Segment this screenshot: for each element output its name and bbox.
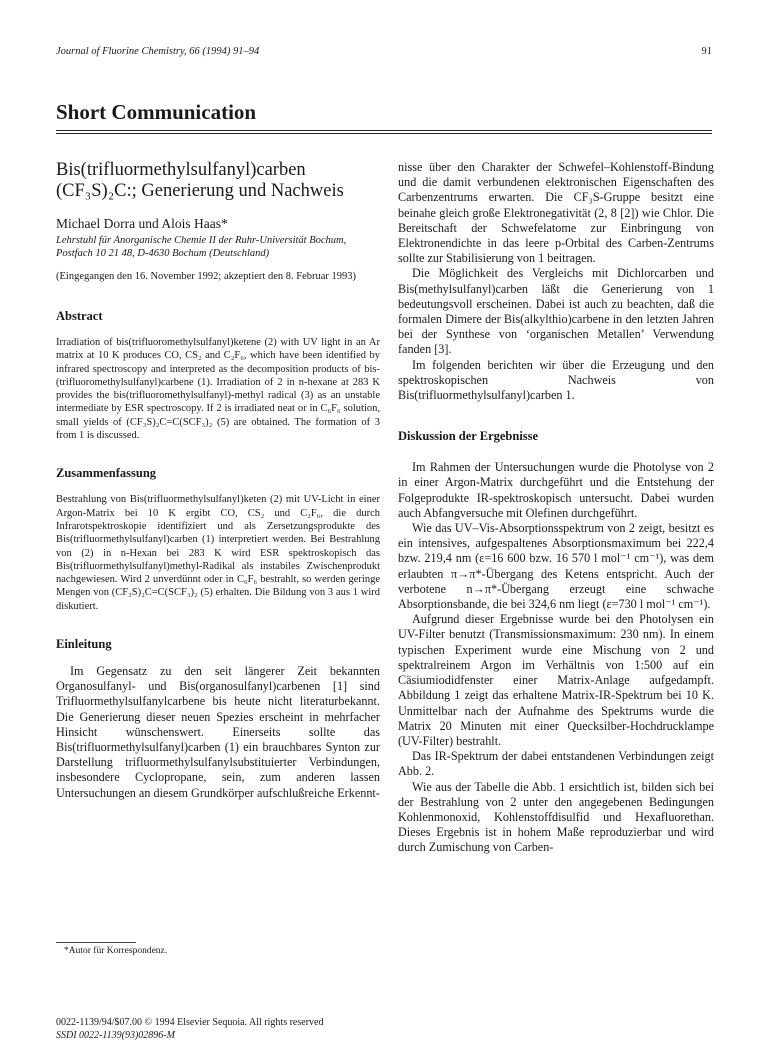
journal-citation: Journal of Fluorine Chemistry, 66 (1994) 91–94 — [56, 46, 260, 57]
article-title-line1: Bis(trifluormethylsulfanyl)carben — [56, 160, 306, 180]
zusammenfassung-text: Bestrahlung von Bis(trifluormethylsulfanyl)keten (2) mit UV-Licht in einer Argon-Matrix bei 10 K ergibt CO, CS₂ und C₂F₆, die durch Infrarotspektroskopie identifiziert und als Zersetzungsprodukte des Bis(trifluormethylsulfanyl)carben (1) interpretiert werden. Bei Bestrahlung von (2) in n-Hexan bei 283 K wird ESR spektroskopisch das Bis(trifluormethylsulfanyl)methyl-Radikal als instabiles Zwischenprodukt nachgewiesen. Wird 2 unverdünnt oder in C₆F₆ bestrahlt, so werden geringe Mengen von (CF₃S)₂C=C(SCF₃)₂ (5) erhalten. Die Bildung von 3 aus 1 wird diskutiert. — [56, 494, 380, 612]
einleitung-heading: Einleitung — [56, 637, 112, 652]
right-column — [398, 160, 714, 856]
page-number: 91 — [701, 46, 712, 57]
zusammenfassung-heading: Zusammenfassung — [56, 466, 157, 481]
article-title — [56, 160, 380, 202]
paragraph: Im Rahmen der Untersuchungen wurde die Photolyse von 2 in einer Argon-Matrix durchgeführt und die Entstehung der Folgeprodukte IR-spektroskopisch untersucht. Dabei wurden auch Abfangversuche mit Olefinen durchgeführt. — [398, 460, 714, 520]
paragraph: Das IR-Spektrum der dabei entstandenen Verbindungen zeigt Abb. 2. — [398, 749, 714, 779]
diskussion-heading: Diskussion der Ergebnisse — [398, 429, 539, 444]
paragraph: Aufgrund dieser Ergebnisse wurde bei den Photolysen ein UV-Filter benutzt (Transmissionsmaximum: 230 nm). In einem typischen Experiment wurde eine Mischung von 2 und spektralreinem Argon im Verhältnis von 1:500 auf ein Cäsiumiodidfenster einer Matrix-Anlage aufgedampft. Abbildung 1 zeigt das erhaltene Matrix-IR-Spektrum bei 10 K. Unmittelbar nach der Aufnahme des Spektrums wurde die Matrix 20 Minuten mit einer Quecksilber-Hochdrucklampe (UV-Filter) bestrahlt. — [398, 612, 714, 748]
running-header — [56, 46, 712, 62]
title-rule-top — [56, 130, 712, 131]
abstract-heading: Abstract — [56, 309, 103, 323]
imprint — [56, 1016, 323, 1042]
ssdi-line: SSDI 0022-1139(93)02896-M — [56, 1030, 175, 1041]
einleitung-text: Im Gegensatz zu den seit längerer Zeit bekannten Organosulfanyl- und Bis(organosulfanyl)carbenen [1] sind Trifluormethylsulfanylcarbene bis heute nicht literaturbekannt. Die Generierung dieser neuen Spezies erscheint in mehrfacher Hinsicht wünschenswert. Einerseits sollte das Bis(trifluormethylsulfanyl)carben (1) ein brauchbares Synton zur Darstellung trifluormethylsulfanylsubstituierter Verbindungen, insbesondere Cyclopropane, sein, zum anderen lassen Untersuchungen an diesem Grundkörper aufschlußreiche Erkennt- — [56, 664, 380, 800]
article-title-line2: (CF₃S)₂C:; Generierung und Nachweis — [56, 181, 344, 201]
footnote: *Autor für Korrespondenz. — [64, 946, 168, 956]
paragraph: nisse über den Charakter der Schwefel–Kohlenstoff-Bindung und die damit verbundenen elektronischen Eigenschaften des Carbenzentrums erwarten. Die CF₃S-Gruppe besitzt eine beinahe gleich große Elektronegativität (2, 8 [2]) wie Chlor. Die Bereitschaft der Schwefelatome zur Einbringung von Elektronendichte in das leere p-Orbital des Carben-Zentrums sollte zur Stabilisierung von 1 beitragen. — [398, 160, 714, 266]
section-title: Short Communication — [56, 100, 257, 124]
paragraph: Im folgenden berichten wir über die Erzeugung und den spektroskopischen Nachweis von Bis(trifluormethylsulfanyl)carben 1. — [398, 357, 714, 403]
paragraph: Wie das UV–Vis-Absorptionsspektrum von 2 zeigt, besitzt es ein intensives, aufgespaltenes Absorptionsmaximum bei 222,4 bzw. 219,4 nm (ε=16 600 bzw. 16 570 l mol⁻¹ cm⁻¹), was dem erlaubten π→π*-Übergang des Ketens entspricht. Auch der verbotene n→π*-Übergang erzeugt eine schwache Absorptionsbande, die bei 324,6 nm liegt (ε=730 l mol⁻¹ cm⁻¹). — [398, 521, 714, 612]
authors: Michael Dorra und Alois Haas* — [56, 216, 228, 231]
received-dates: (Eingegangen den 16. November 1992; akzeptiert den 8. Februar 1993) — [56, 271, 357, 282]
paragraph: Die Möglichkeit des Vergleichs mit Dichlorcarben und Bis(methylsulfanyl)carben läßt die Generierung von 1 bedeutungsvoll erscheinen. Dabei ist auch zu beachten, daß die formalen Dimere der Bis(alkylthio)carbene in den letzten Jahren bei der Synthese von ‘organischen Metallen’ Verwendung fanden [3]. — [398, 266, 714, 357]
abstract-text: Irradiation of bis(trifluoromethylsulfanyl)ketene (2) with UV light in an Ar matrix at 10 K produces CO, CS₂ and C₂F₆, which have been identified by infrared spectroscopy and interpreted as the decomposition products of bis-(trifluoromethylsulfanyl)carbene (1). Irradiation of 2 in n-hexane at 283 K provides the bis(trifluoromethylsulfanyl)-methyl radical (3) as an unstable intermediate by ESR spectroscopy. If 2 is irradiated neat or in C₆F₆ solution, small yields of (CF₃S)₂C=C(SCF₃)₂ (5) are obtained. The formation of 3 from 1 is discussed. — [56, 337, 380, 442]
affiliation: Lehrstuhl für Anorganische Chemie II der Ruhr-Universität Bochum, Postfach 10 21 48, D-4630 Bochum (Deutschland) — [56, 235, 347, 259]
paragraph: Wie aus der Tabelle die Abb. 1 ersichtlich ist, bilden sich bei der Bestrahlung von 2 unter den angegebenen Bedingungen Kohlenmonoxid, Kohlenstoffdisulfid und Hexafluorethan. Dieses Ergebnis ist in hohem Maße reproduzierbar und wird durch Zumischung von Carben- — [398, 779, 714, 855]
footnote-rule — [56, 942, 136, 943]
copyright-line: 0022-1139/94/$07.00 © 1994 Elsevier Sequoia. All rights reserved — [56, 1017, 324, 1028]
title-rule-bottom — [56, 133, 712, 134]
left-column — [56, 160, 380, 801]
